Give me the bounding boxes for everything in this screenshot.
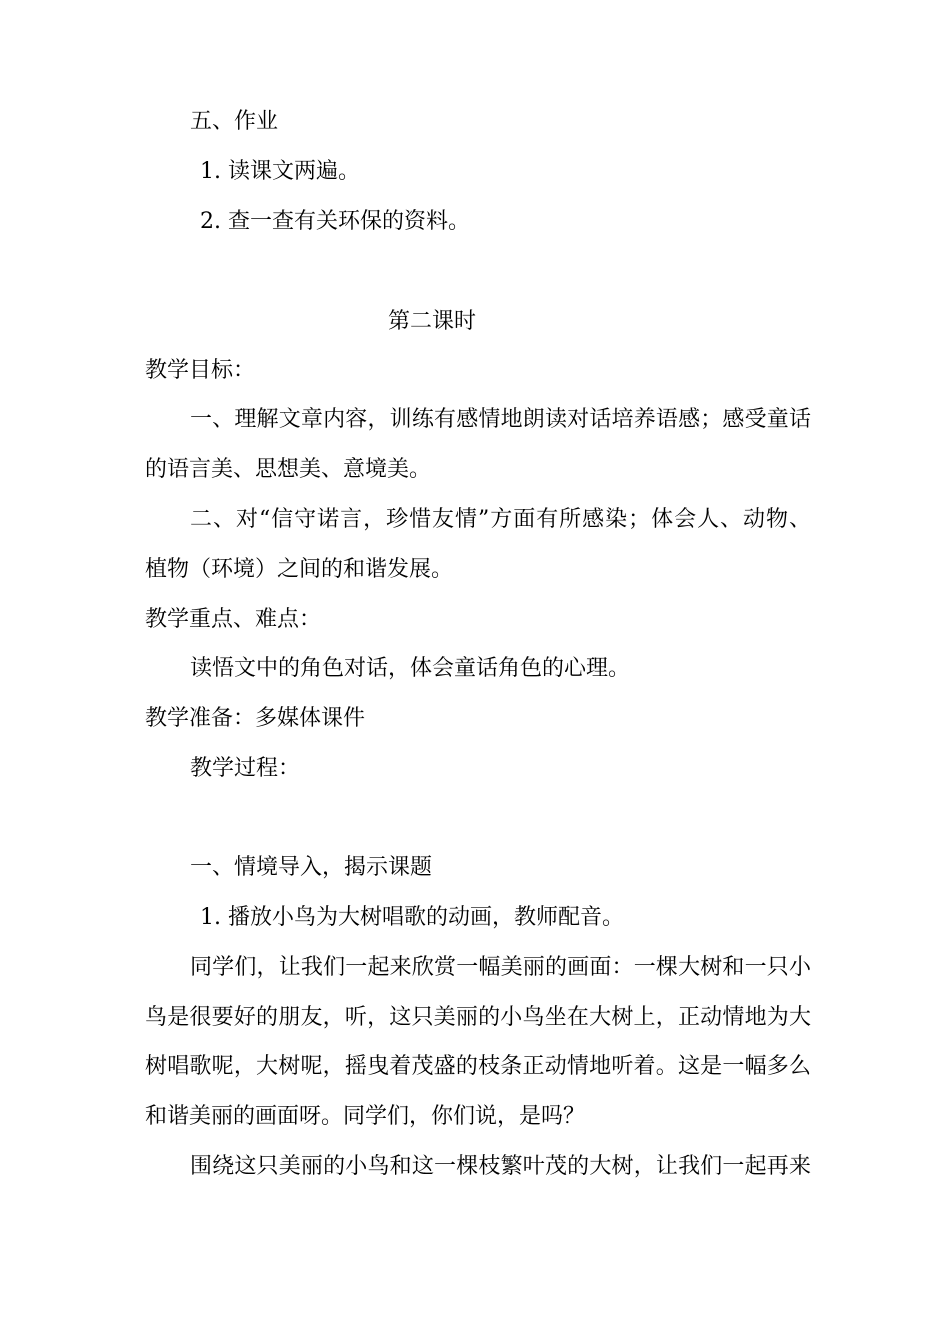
homework-heading: 五、作业 [190, 109, 279, 134]
paragraph-1-line-4: 和谐美丽的画面呀。同学们，你们说，是吗？ [145, 1104, 586, 1129]
objective-1-line-2: 的语言美、思想美、意境美。 [145, 457, 432, 482]
paragraph-1-line-3: 树唱歌呢，大树呢，摇曳着茂盛的枝条正动情地听着。这是一幅多么 [145, 1054, 811, 1079]
process-label: 教学过程： [190, 756, 301, 781]
section-1-heading: 一、情境导入，揭示课题 [190, 855, 433, 880]
key-points-text: 读悟文中的角色对话，体会童话角色的心理。 [190, 656, 631, 681]
objective-1-line-1: 一、理解文章内容，训练有感情地朗读对话培养语感；感受童话 [190, 407, 811, 432]
lesson-title: 第二课时 [387, 309, 476, 334]
objectives-label: 教学目标： [145, 358, 256, 383]
homework-item-1: 1. 读课文两遍。 [200, 159, 360, 184]
section-1-step-1: 1. 播放小鸟为大树唱歌的动画，教师配音。 [200, 905, 624, 930]
objective-2-line-2: 植物（环境）之间的和谐发展。 [145, 557, 454, 582]
preparation-text: 教学准备：多媒体课件 [145, 706, 366, 731]
paragraph-2-line-1: 围绕这只美丽的小鸟和这一棵枝繁叶茂的大树，让我们一起再来 [190, 1154, 811, 1179]
paragraph-1-line-2: 鸟是很要好的朋友，听，这只美丽的小鸟坐在大树上，正动情地为大 [145, 1005, 811, 1030]
homework-item-2: 2. 查一查有关环保的资料。 [200, 209, 470, 234]
objective-2-line-1: 二、对“信守诺言，珍惜友情”方面有所感染；体会人、动物、 [190, 507, 811, 532]
key-points-label: 教学重点、难点： [145, 607, 322, 632]
paragraph-1-line-1: 同学们，让我们一起来欣赏一幅美丽的画面：一棵大树和一只小 [190, 955, 811, 980]
